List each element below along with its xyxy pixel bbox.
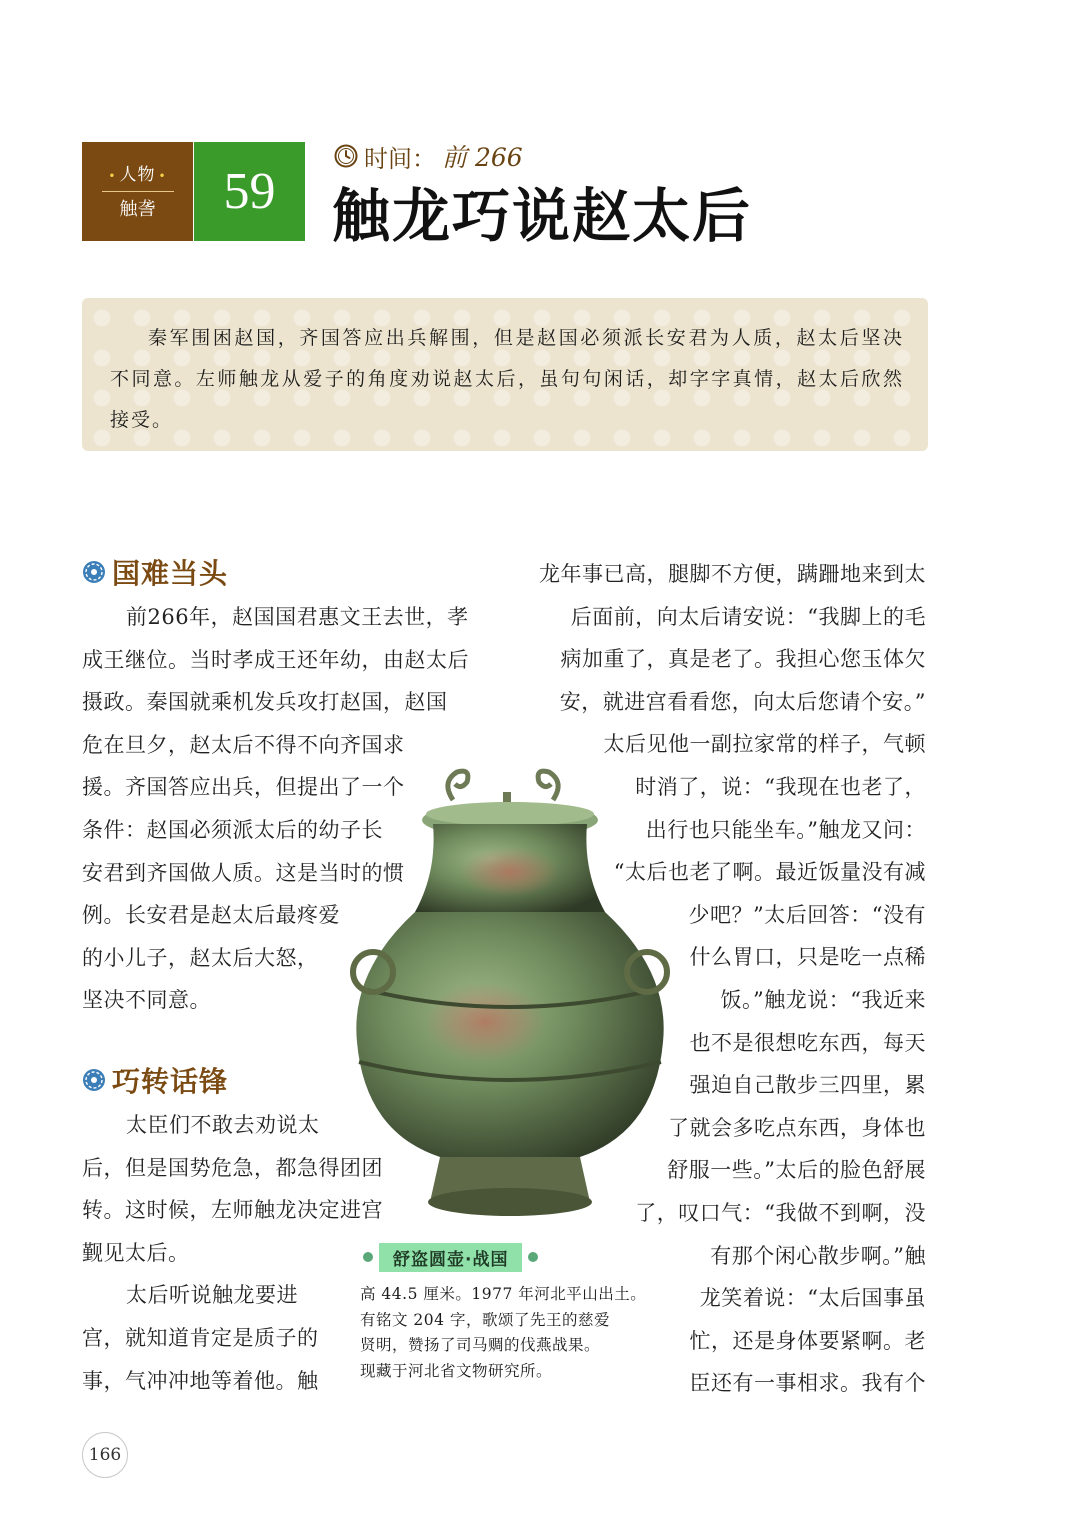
- text-line: 宫，就知道肯定是质子的: [82, 1325, 319, 1350]
- text-line: 前266年，赵国国君惠文王去世，孝: [126, 605, 469, 629]
- clock-icon: [334, 144, 358, 168]
- text-line: 摄政。秦国就乘机发兵攻打赵国，赵国: [82, 690, 448, 715]
- text-line: 安君到齐国做人质。这是当时的惯: [82, 860, 405, 885]
- artifact-caption: [360, 1282, 655, 1384]
- caption-line: 有铭文 204 字，歌颂了先王的慈爱: [360, 1310, 610, 1329]
- caption-line: 贤明，赞扬了司马赒的伐燕战果。: [360, 1336, 601, 1354]
- section-heading-2: [82, 1060, 228, 1100]
- text-line: 转。这时候，左师触龙决定进宫: [82, 1198, 383, 1223]
- text-line: 危在旦夕，赵太后不得不向齐国求: [82, 732, 405, 757]
- artifact-name-tag: [357, 1240, 544, 1274]
- text-line: 也不是很想吃东西，每天: [689, 1030, 926, 1055]
- text-line: 饭。”触龙说：“我近来: [720, 987, 926, 1012]
- page-number: 166: [82, 1432, 128, 1478]
- section-heading-1: [82, 552, 228, 592]
- text-line: 后面前，向太后请安说：“我脚上的毛: [570, 604, 926, 629]
- text-line: 后，但是国势危急，都急得团团: [82, 1155, 383, 1180]
- caption-line: 现藏于河北省文物研究所。: [360, 1361, 553, 1380]
- person-badge: [82, 142, 193, 241]
- text-line: 觐见太后。: [82, 1240, 190, 1265]
- text-line: 臣还有一事相求。我有个: [689, 1371, 926, 1396]
- text-line: 条件：赵国必须派太后的幼子长: [82, 817, 383, 842]
- flower-icon: [82, 560, 106, 584]
- text-line: 有那个闲心散步啊。”触: [710, 1243, 926, 1268]
- section2-text: [82, 1104, 383, 1402]
- caption-line: 高 44.5 厘米。1977 年河北平山出土。: [360, 1285, 647, 1303]
- text-line: 坚决不同意。: [82, 988, 211, 1013]
- text-line: 太后见他一副拉家常的样子，气顿: [603, 732, 926, 757]
- section-heading-text: 巧转话锋: [112, 1065, 229, 1098]
- person-divider: [102, 191, 174, 192]
- person-label: • 人物 •: [82, 164, 193, 187]
- bullet-dot: [363, 1252, 373, 1262]
- text-line: 援。齐国答应出兵，但提出了一个: [82, 775, 405, 800]
- text-line: 例。长安君是赵太后最疼爱: [82, 903, 340, 928]
- person-name: 触詟: [119, 199, 156, 220]
- text-line: 强迫自己散步三四里，累: [689, 1073, 926, 1098]
- story-number: 59: [194, 142, 305, 241]
- summary-line: 太后欣然接受。: [110, 368, 904, 431]
- artifact-name: 舒盗圆壶·战国: [379, 1243, 522, 1272]
- text-line: 成王继位。当时孝成王还年幼，由赵太后: [82, 647, 469, 672]
- page-title: 触龙巧说赵太后: [332, 182, 753, 250]
- text-line: 出行也只能坐车。”触龙又问：: [645, 817, 926, 842]
- summary-line: 秦军围困赵国，齐国答应出兵解围，但是赵国必须派长安君为人质，赵太后: [148, 327, 862, 349]
- text-line: “太后也老了啊。最近饭量没有减: [613, 860, 926, 885]
- text-line: 安，就进宫看看您，向太后您请个安。”: [559, 689, 926, 714]
- text-line: 少吧？”太后回答：“没有: [688, 902, 926, 927]
- bronze-vase-image: [345, 762, 675, 1232]
- text-line: 太臣们不敢去劝说太: [126, 1113, 320, 1137]
- text-line: 时消了，说：“我现在也老了，: [635, 774, 926, 799]
- text-line: 病加重了，真是老了。我担心您玉体欠: [560, 647, 926, 672]
- time-value: 前 266: [442, 143, 523, 172]
- flower-icon: [82, 1068, 106, 1092]
- section-heading-text: 国难当头: [112, 557, 229, 590]
- text-line: 了，叹口气：“我做不到啊，没: [635, 1200, 926, 1225]
- time-row: [334, 139, 523, 173]
- summary-line: 坚决不同意。左师触龙从爱子的角度劝说赵太后，虽句句闲话，却字字真情，赵: [110, 327, 904, 390]
- summary-box: [82, 298, 928, 451]
- text-line: 忙，还是身体要紧啊。老: [689, 1328, 926, 1353]
- text-line: 什么胃口，只是吃一点稀: [689, 945, 926, 970]
- text-line: 太后听说触龙要进: [126, 1283, 298, 1308]
- text-line: 龙年事已高，腿脚不方便，蹒跚地来到太: [539, 562, 926, 586]
- text-line: 了就会多吃点东西，身体也: [668, 1115, 926, 1140]
- text-line: 舒服一些。”太后的脸色舒展: [667, 1158, 926, 1183]
- text-line: 的小儿子，赵太后大怒，: [82, 945, 319, 970]
- time-label: 时间：: [364, 144, 436, 173]
- summary-text: [110, 318, 904, 441]
- bullet-dot: [528, 1252, 538, 1262]
- text-line: 龙笑着说：“太后国事虽: [699, 1286, 926, 1311]
- text-line: 事，气冲冲地等着他。触: [82, 1368, 319, 1393]
